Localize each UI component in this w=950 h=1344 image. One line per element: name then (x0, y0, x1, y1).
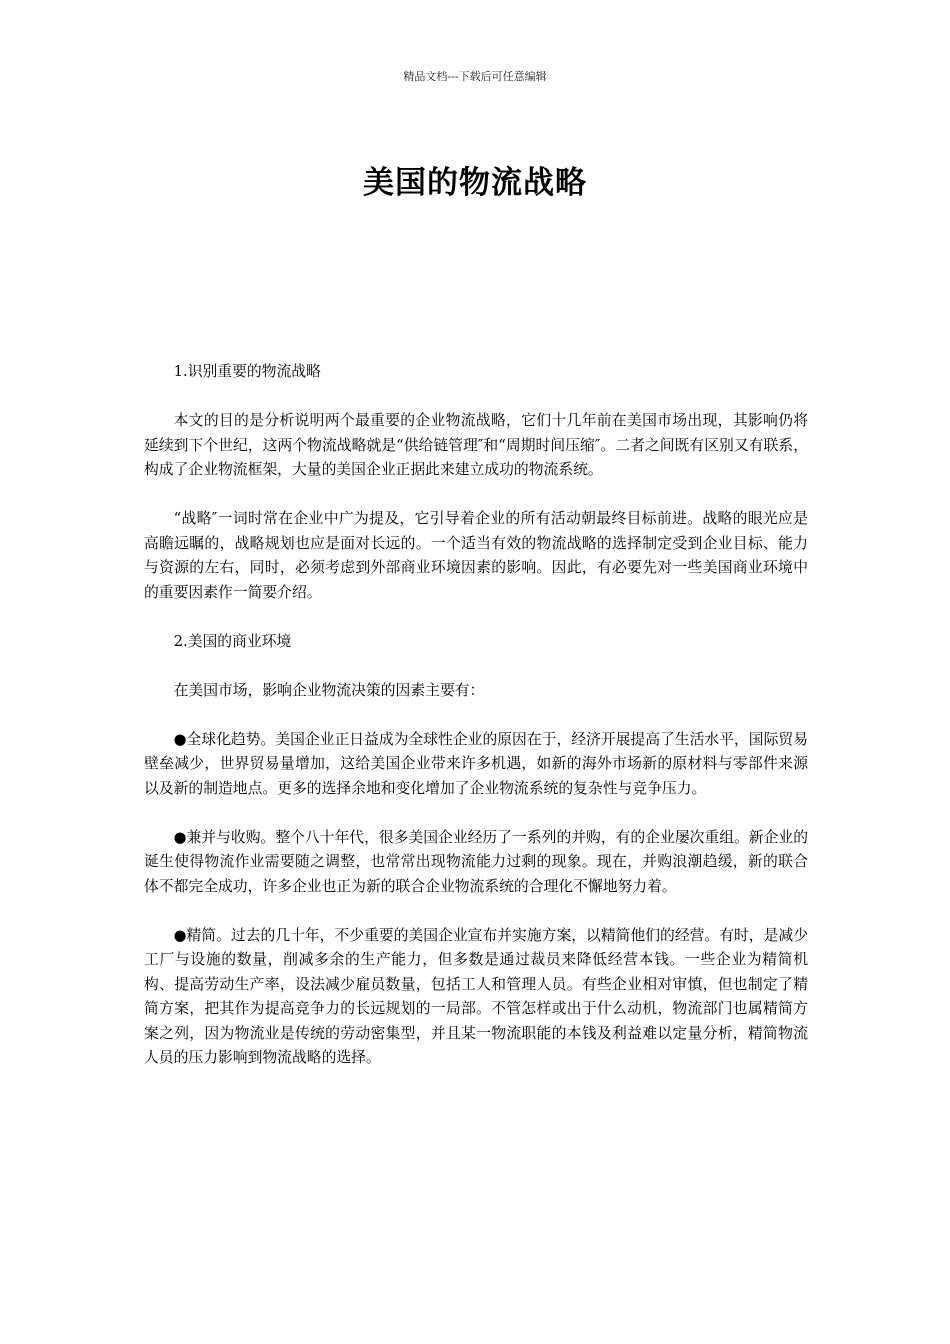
bullet-paragraph-downsizing: ●精简。过去的几十年，不少重要的美国企业宣布并实施方案，以精简他们的经营。有时，是减少工厂与设施的数量，削减多余的生产能力，但多数是通过裁员来降低经营本钱。一些企业为精简机构、提高劳动生产率，设法减少雇员数量，包括工人和管理人员。有些企业相对审慎，但也制定了精简方案，把其作为提高竞争力的长远规划的一局部。不管怎样或出于什么动机，物流部门也属精简方案之列，因为物流业是传统的劳动密集型，并且某一物流职能的本钱及利益难以定量分析，精简物流人员的压力影响到物流战略的选择。 (144, 926, 808, 1066)
page-header: 精品文档---下载后可任意编辑 (403, 70, 547, 83)
section-heading-2: 2.美国的商业环境 (173, 632, 292, 650)
document-body (144, 360, 808, 1095)
bullet-paragraph-globalization: ●全球化趋势。美国企业正日益成为全球性企业的原因在于，经济开展提高了生活水平，国际贸易壁垒减少，世界贸易量增加，这给美国企业带来许多机遇，如新的海外市场新的原材料与零部件来源以及新的制造地点。更多的选择余地和变化增加了企业物流系统的复杂性与竞争压力。 (144, 730, 808, 797)
bullet-paragraph-mergers: ●兼并与收购。整个八十年代，很多美国企业经历了一系列的并购，有的企业屡次重组。新企业的诞生使得物流作业需要随之调整，也常常出现物流能力过剩的现象。现在，并购浪潮趋缓，新的联合体不都完全成功，许多企业也正为新的联合企业物流系统的合理化不懈地努力着。 (144, 828, 808, 895)
document-title: 美国的物流战略 (363, 165, 587, 201)
paragraph: 在美国市场，影响企业物流决策的因素主要有： (173, 681, 485, 699)
paragraph: 本文的目的是分析说明两个最重要的企业物流战略，它们十几年前在美国市场出现，其影响仍将延续到下个世纪，这两个物流战略就是“供给链管理″和“周期时间压缩″。二者之间既有区别又有联系，构成了企业物流框架，大量的美国企业正据此来建立成功的物流系统。 (144, 412, 808, 478)
paragraph: “战略″一词时常在企业中广为提及，它引导着企业的所有活动朝最终目标前进。战略的眼光应是高瞻远瞩的，战略规划也应是面对长远的。一个适当有效的物流战略的选择制定受到企业目标、能力与资源的左右，同时，必须考虑到外部商业环境因素的影响。因此，有必要先对一些美国商业环境中的重要因素作一简要介绍。 (144, 510, 808, 601)
section-heading-1: 1.识别重要的物流战略 (173, 363, 321, 380)
